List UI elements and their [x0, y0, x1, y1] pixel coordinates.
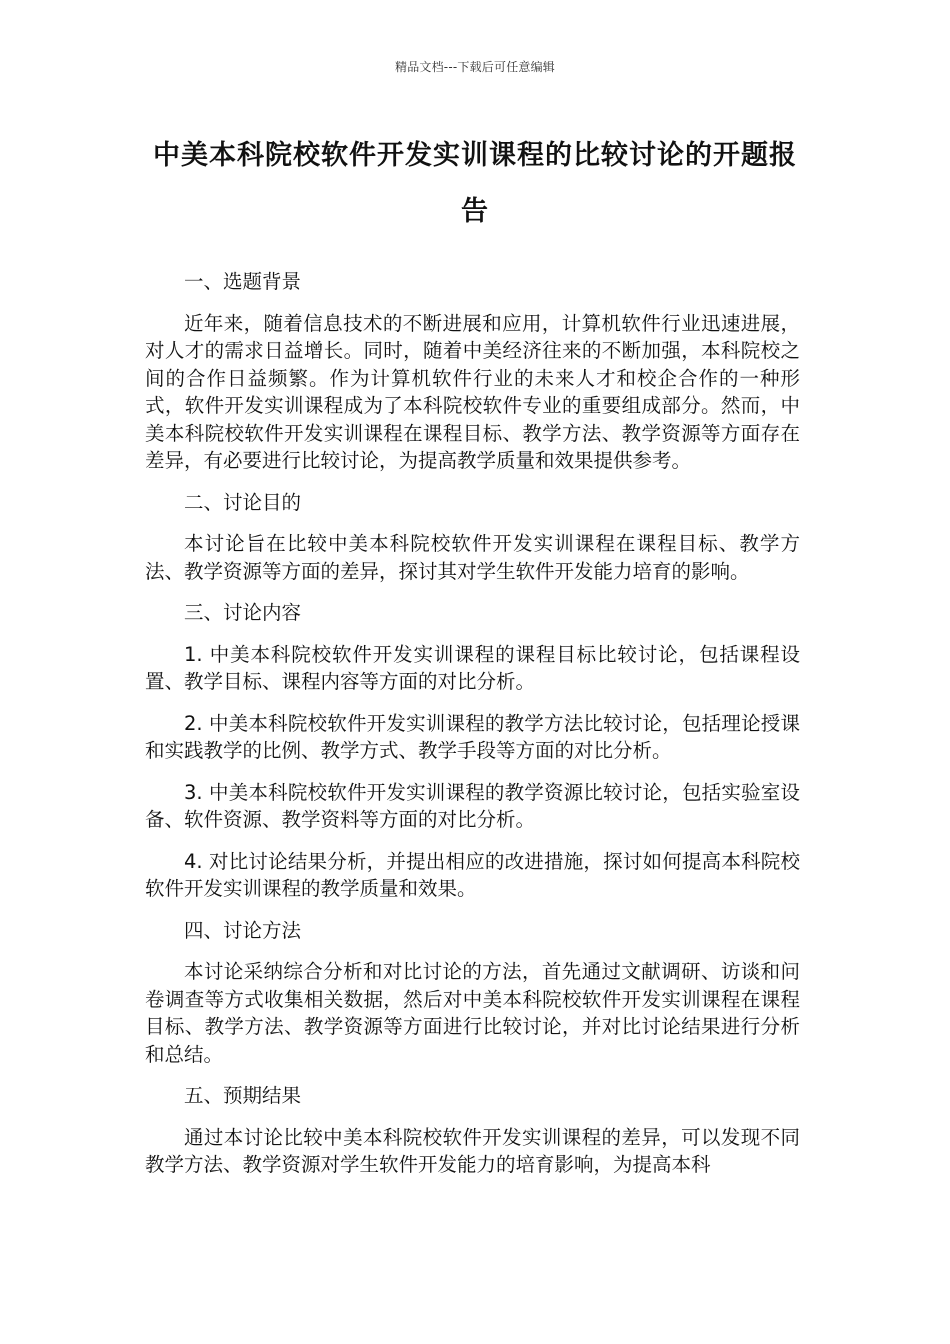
list-item-content-4: 4. 对比讨论结果分析，并提出相应的改进措施，探讨如何提高本科院校软件开发实训课程的教学质量和效果。: [145, 849, 800, 900]
list-item-content-1: 1. 中美本科院校软件开发实训课程的课程目标比较讨论，包括课程设置、教学目标、课程内容等方面的对比分析。: [145, 642, 800, 693]
section-heading-background: 一、选题背景: [184, 270, 302, 293]
list-item-content-2: 2. 中美本科院校软件开发实训课程的教学方法比较讨论，包括理论授课和实践教学的比例、教学方式、教学手段等方面的对比分析。: [145, 711, 800, 762]
paragraph-background: 近年来，随着信息技术的不断进展和应用，计算机软件行业迅速进展，对人才的需求日益增长。同时，随着中美经济往来的不断加强，本科院校之间的合作日益频繁。作为计算机软件行业的未来人才和校企合作的一种形式，软件开发实训课程成为了本科院校软件专业的重要组成部分。然而，中美本科院校软件开发实训课程在课程目标、教学方法、教学资源等方面存在差异，有必要进行比较讨论，为提高教学质量和效果提供参考。: [145, 311, 800, 472]
section-heading-method: 四、讨论方法: [184, 918, 302, 942]
section-heading-expected-results: 五、预期结果: [184, 1084, 302, 1107]
list-item-content-3: 3. 中美本科院校软件开发实训课程的教学资源比较讨论，包括实验室设备、软件资源、教学资料等方面的对比分析。: [145, 780, 800, 831]
section-heading-content: 三、讨论内容: [184, 601, 302, 624]
document-body: [145, 268, 800, 1193]
section-heading-purpose: 二、讨论目的: [184, 490, 302, 514]
document-title: 中美本科院校软件开发实训课程的比较讨论的开题报告: [153, 140, 797, 227]
paragraph-method: 本讨论采纳综合分析和对比讨论的方法，首先通过文献调研、访谈和问卷调查等方式收集相关数据，然后对中美本科院校软件开发实训课程在课程目标、教学方法、教学资源等方面进行比较讨论，并对比讨论结果进行分析和总结。: [145, 960, 800, 1066]
header-note: 精品文档---下载后可任意编辑: [395, 60, 555, 74]
paragraph-expected-results: 通过本讨论比较中美本科院校软件开发实训课程的差异，可以发现不同教学方法、教学资源对学生软件开发能力的培育影响，为提高本科: [145, 1125, 800, 1176]
paragraph-purpose: 本讨论旨在比较中美本科院校软件开发实训课程在课程目标、教学方法、教学资源等方面的差异，探讨其对学生软件开发能力培育的影响。: [145, 532, 800, 583]
